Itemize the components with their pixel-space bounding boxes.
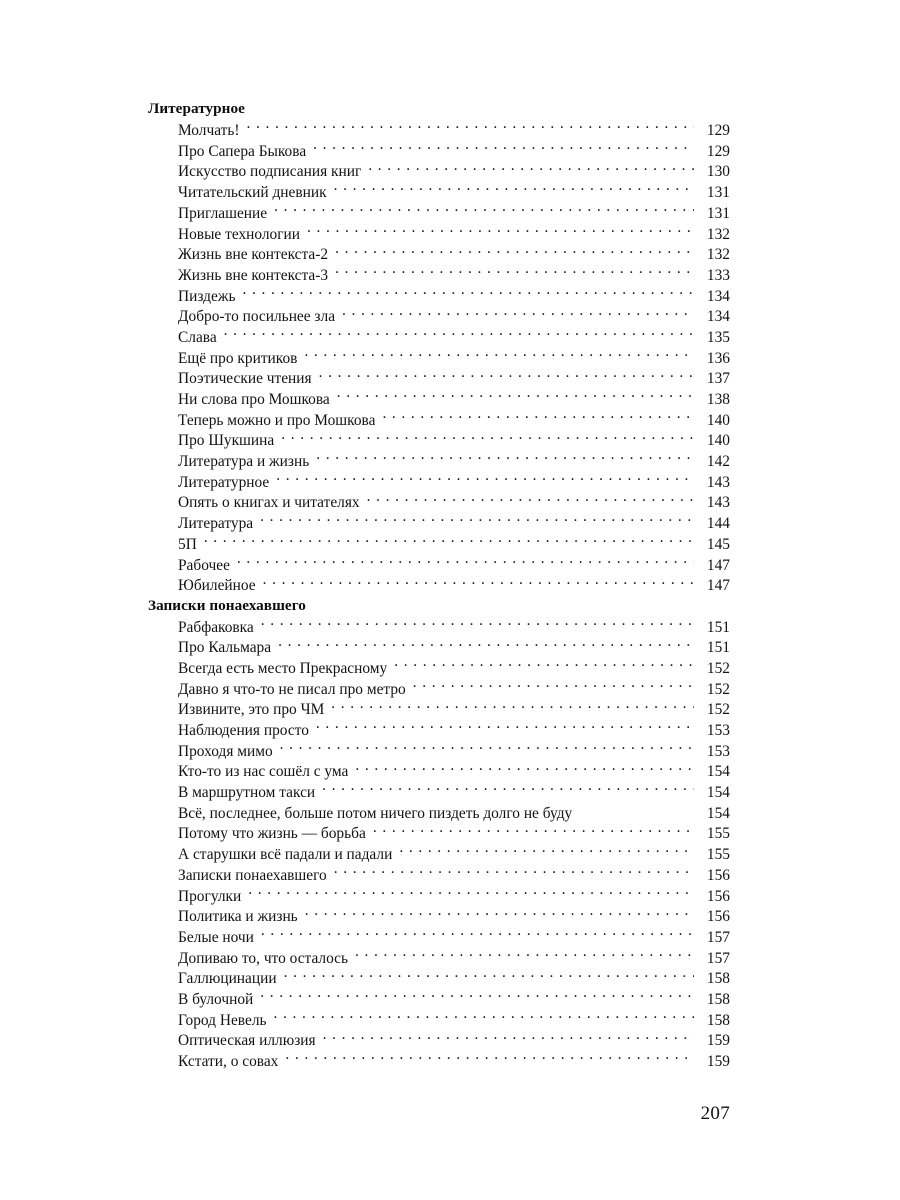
- toc-entry-title: Записки понаехавшего: [178, 866, 327, 884]
- toc-entry[interactable]: [148, 575, 730, 596]
- dot-leader: [247, 120, 694, 135]
- toc-entry-page-number: 152: [706, 680, 730, 698]
- toc-entry[interactable]: [148, 306, 730, 327]
- dot-leader: [322, 782, 694, 797]
- dot-leader: [280, 740, 694, 755]
- dot-leader: [323, 1030, 694, 1045]
- dot-leader: [304, 347, 694, 362]
- toc-entry[interactable]: [148, 161, 730, 182]
- toc-entry-title: Всегда есть место Прекрасному: [178, 659, 388, 677]
- dot-leader: [307, 223, 694, 238]
- dot-leader: [278, 637, 694, 652]
- dot-leader: [316, 451, 694, 466]
- toc-entry[interactable]: [148, 223, 730, 244]
- toc-entry-title: Жизнь вне контекста-3: [178, 266, 329, 284]
- toc-entry[interactable]: [148, 802, 730, 823]
- toc-entry[interactable]: [148, 533, 730, 554]
- toc-entry-title: Опять о книгах и читателях: [178, 494, 360, 512]
- dot-leader: [261, 927, 694, 942]
- toc-entry[interactable]: [148, 327, 730, 348]
- toc-entry-title: Поэтические чтения: [178, 370, 312, 388]
- toc-entry-title: Молчать!: [178, 122, 240, 140]
- toc-entry-page-number: 134: [706, 287, 730, 305]
- dot-leader: [316, 720, 694, 735]
- toc-entry[interactable]: [148, 389, 730, 410]
- toc-entry[interactable]: [148, 864, 730, 885]
- toc-entry-page-number: 157: [706, 949, 730, 967]
- toc-entry-title: 5П: [178, 535, 197, 553]
- dot-leader: [368, 161, 694, 176]
- toc-entry[interactable]: [148, 140, 730, 161]
- toc-entry[interactable]: [148, 430, 730, 451]
- toc-entry-title: Оптическая иллюзия: [178, 1032, 316, 1050]
- toc-entry-title: Литература: [178, 515, 254, 533]
- dot-leader: [572, 802, 698, 817]
- toc-entry-page-number: 132: [706, 246, 730, 264]
- dot-leader: [237, 554, 694, 569]
- toc-entry[interactable]: [148, 947, 730, 968]
- toc-entry[interactable]: [148, 927, 730, 948]
- toc-entry-page-number: 153: [706, 722, 730, 740]
- dot-leader: [281, 430, 694, 445]
- toc-entry-page-number: 158: [706, 990, 730, 1008]
- dot-leader: [394, 658, 694, 673]
- dot-leader: [355, 761, 694, 776]
- toc-entry-page-number: 137: [706, 370, 730, 388]
- toc-entry-title: Белые ночи: [178, 928, 254, 946]
- dot-leader: [274, 202, 694, 217]
- dot-leader: [204, 533, 694, 548]
- section-heading: Записки понаехавшего: [148, 596, 306, 614]
- toc-entry-page-number: 155: [706, 846, 730, 864]
- dot-leader: [274, 1009, 694, 1024]
- dot-leader: [260, 513, 694, 528]
- toc-entry[interactable]: [148, 989, 730, 1010]
- toc-entry[interactable]: [148, 968, 730, 989]
- dot-leader: [337, 389, 694, 404]
- dot-leader: [335, 244, 694, 259]
- dot-leader: [334, 182, 694, 197]
- toc-entry-page-number: 129: [706, 142, 730, 160]
- toc-entry-page-number: 156: [706, 887, 730, 905]
- toc-entry-page-number: 156: [706, 908, 730, 926]
- toc-entry-title: Про Шукшина: [178, 432, 275, 450]
- toc-entry-page-number: 136: [706, 349, 730, 367]
- toc-entry-title: Рабфаковка: [178, 618, 254, 636]
- toc-entry-title: Ни слова про Мошкова: [178, 391, 330, 409]
- toc-entry-page-number: 133: [706, 266, 730, 284]
- toc-entry-page-number: 143: [706, 473, 730, 491]
- toc-entry-title: Литература и жизнь: [178, 453, 310, 471]
- toc-entry-page-number: 135: [706, 328, 730, 346]
- toc-entry-page-number: 131: [706, 204, 730, 222]
- toc-entry[interactable]: [148, 554, 730, 575]
- dot-leader: [355, 947, 694, 962]
- toc-entry[interactable]: [148, 1030, 730, 1051]
- toc-entry-title: Давно я что-то не писал про метро: [178, 680, 406, 698]
- toc-entry-page-number: 143: [706, 494, 730, 512]
- toc-entry-page-number: 147: [706, 556, 730, 574]
- toc-entry-page-number: 129: [706, 122, 730, 140]
- dot-leader: [224, 327, 694, 342]
- toc-entry[interactable]: [148, 1009, 730, 1030]
- dot-leader: [305, 906, 694, 921]
- dot-leader: [285, 1051, 694, 1066]
- dot-leader: [242, 285, 694, 300]
- toc-entry[interactable]: [148, 492, 730, 513]
- toc-entry-title: Галлюцинации: [178, 970, 277, 988]
- toc-entry-title: Искусство подписания книг: [178, 163, 362, 181]
- dot-leader: [276, 471, 694, 486]
- toc-entry-title: Слава: [178, 328, 217, 346]
- dot-leader: [261, 616, 694, 631]
- toc-entry[interactable]: [148, 285, 730, 306]
- dot-leader: [367, 492, 694, 507]
- toc-entry-page-number: 132: [706, 225, 730, 243]
- toc-entry-title: А старушки всё падали и падали: [178, 846, 393, 864]
- dot-leader: [260, 989, 694, 1004]
- toc-entry[interactable]: [148, 244, 730, 265]
- toc-entry[interactable]: [148, 699, 730, 720]
- toc-entry-page-number: 151: [706, 618, 730, 636]
- toc-entry[interactable]: [148, 120, 730, 141]
- toc-entry-title: Новые технологии: [178, 225, 301, 243]
- toc-entry-title: Извините, это про ЧМ: [178, 701, 325, 719]
- toc-entry[interactable]: [148, 740, 730, 761]
- toc-entry-title: Потому что жизнь — борьба: [178, 825, 366, 843]
- toc-entry[interactable]: [148, 906, 730, 927]
- toc-entry[interactable]: [148, 1051, 730, 1072]
- toc-entry[interactable]: [148, 761, 730, 782]
- toc-entry-page-number: 159: [706, 1053, 730, 1071]
- table-of-contents: [148, 99, 730, 1071]
- dot-leader: [382, 409, 694, 424]
- toc-entry-page-number: 153: [706, 742, 730, 760]
- toc-entry[interactable]: [148, 265, 730, 286]
- toc-entry-title: Про Кальмара: [178, 639, 272, 657]
- dot-leader: [248, 885, 694, 900]
- toc-entry[interactable]: [148, 616, 730, 637]
- toc-entry-page-number: 158: [706, 1011, 730, 1029]
- toc-entry-page-number: 156: [706, 866, 730, 884]
- toc-entry-title: Пиздежь: [178, 287, 236, 305]
- toc-entry-page-number: 131: [706, 184, 730, 202]
- toc-entry-page-number: 138: [706, 391, 730, 409]
- toc-entry-title: Жизнь вне контекста-2: [178, 246, 329, 264]
- toc-entry-page-number: 134: [706, 308, 730, 326]
- page-number: 207: [700, 1103, 730, 1124]
- dot-leader: [342, 306, 694, 321]
- toc-entry-page-number: 145: [706, 535, 730, 553]
- toc-entry-title: Допиваю то, что осталось: [178, 949, 349, 967]
- toc-entry-page-number: 140: [706, 432, 730, 450]
- toc-entry[interactable]: [148, 513, 730, 534]
- toc-entry-page-number: 151: [706, 639, 730, 657]
- dot-leader: [373, 823, 694, 838]
- toc-entry-title: В булочной: [178, 990, 254, 1008]
- toc-entry-title: Всё, последнее, больше потом ничего пиздеть долго не буду: [178, 804, 573, 822]
- toc-entry-title: В маршрутном такси: [178, 784, 316, 802]
- toc-entry-page-number: 147: [706, 577, 730, 595]
- toc-entry-page-number: 154: [706, 804, 730, 822]
- toc-entry-title: Кстати, о совах: [178, 1053, 279, 1071]
- toc-entry-title: Прогулки: [178, 887, 242, 905]
- toc-entry[interactable]: [148, 782, 730, 803]
- dot-leader: [263, 575, 694, 590]
- toc-entry-page-number: 144: [706, 515, 730, 533]
- toc-entry[interactable]: [148, 451, 730, 472]
- toc-entry[interactable]: [148, 409, 730, 430]
- toc-entry-page-number: 158: [706, 970, 730, 988]
- toc-entry-page-number: 142: [706, 453, 730, 471]
- toc-entry-title: Город Невель: [178, 1011, 267, 1029]
- toc-entry-title: Добро-то посильнее зла: [178, 308, 336, 326]
- toc-entry[interactable]: [148, 678, 730, 699]
- dot-leader: [335, 265, 694, 280]
- toc-entry-title: Литературное: [178, 473, 270, 491]
- toc-entry-title: Про Сапера Быкова: [178, 142, 307, 160]
- toc-entry-page-number: 159: [706, 1032, 730, 1050]
- dot-leader: [313, 140, 694, 155]
- toc-entry[interactable]: [148, 823, 730, 844]
- toc-entry-title: Теперь можно и про Мошкова: [178, 411, 376, 429]
- toc-entry[interactable]: [148, 844, 730, 865]
- toc-entry-page-number: 140: [706, 411, 730, 429]
- toc-entry-title: Кто-то из нас сошёл с ума: [178, 763, 349, 781]
- dot-leader: [413, 678, 694, 693]
- toc-entry-page-number: 155: [706, 825, 730, 843]
- toc-entry-page-number: 152: [706, 701, 730, 719]
- toc-entry[interactable]: [148, 471, 730, 492]
- toc-entry[interactable]: [148, 368, 730, 389]
- toc-entry-title: Ещё про критиков: [178, 349, 298, 367]
- toc-entry-title: Наблюдения просто: [178, 722, 309, 740]
- toc-entry-title: Читательский дневник: [178, 184, 327, 202]
- toc-entry[interactable]: [148, 347, 730, 368]
- toc-entry-page-number: 157: [706, 928, 730, 946]
- toc-entry-page-number: 130: [706, 163, 730, 181]
- toc-entry[interactable]: [148, 182, 730, 203]
- toc-entry-title: Юбилейное: [178, 577, 256, 595]
- dot-leader: [399, 844, 694, 859]
- toc-entry-page-number: 152: [706, 659, 730, 677]
- section-heading: Литературное: [148, 100, 245, 117]
- dot-leader: [334, 864, 694, 879]
- toc-entry-page-number: 154: [706, 784, 730, 802]
- toc-entry[interactable]: [148, 637, 730, 658]
- toc-entry-title: Проходя мимо: [178, 742, 273, 760]
- toc-entry-title: Политика и жизнь: [178, 908, 298, 926]
- toc-entry-title: Приглашение: [178, 204, 268, 222]
- toc-entry[interactable]: [148, 202, 730, 223]
- dot-leader: [331, 699, 694, 714]
- dot-leader: [284, 968, 694, 983]
- toc-entry[interactable]: [148, 658, 730, 679]
- toc-entry[interactable]: [148, 720, 730, 741]
- dot-leader: [319, 368, 694, 383]
- toc-entry-title: Рабочее: [178, 556, 230, 574]
- toc-entry-page-number: 154: [706, 763, 730, 781]
- toc-entry[interactable]: [148, 885, 730, 906]
